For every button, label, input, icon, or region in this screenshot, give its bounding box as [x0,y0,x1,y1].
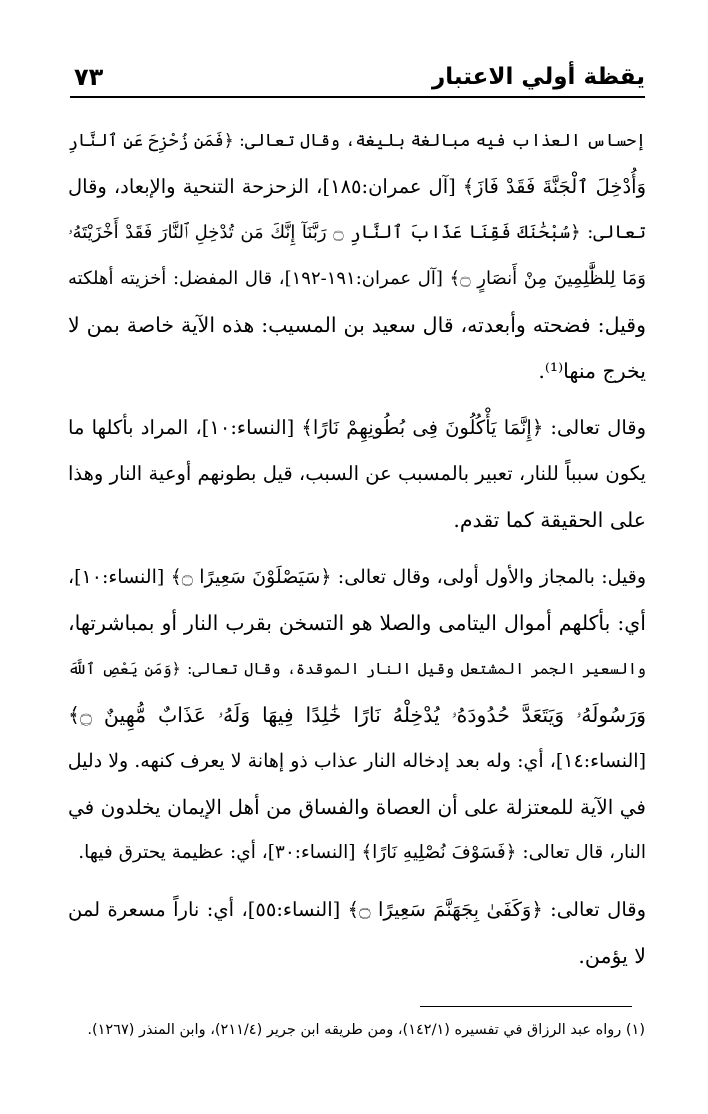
page-header [70,60,645,96]
text-line: يخرج منها⁽¹⁾. [538,359,646,383]
text-line: في الآية للمعتزلة على أن العصاة والفساق من أهل الإيمان يخلدون في [68,795,646,819]
text-line: على الحقيقة كما تقدم. [453,508,646,532]
text-line: وَأُدْخِلَ ٱلْجَنَّةَ فَقَدْ فَازَ﴾ [آل عمران:١٨٥]، الزحزحة التنحية والإبعاد، وقال [68,175,646,198]
text-line: [النساء:١٤]، أي: وله بعد إدخاله النار عذاب ذو إهانة لا يعرف كنهه. ولا دليل [68,750,646,772]
text-line: لا يؤمن. [578,944,646,968]
running-title: يقظة أولي الاعتبار [431,64,645,90]
text-line: وقال تعالى: ﴿إِنَّمَا يَأْكُلُونَ فِى بُطُونِهِمْ نَارًا﴾ [النساء:١٠]، المراد بأكلها ما [68,416,646,439]
text-line: والسعير الجمر المشتعل وقيل النار الموقدة، وقال تعالى: ﴿وَمَن يَعْصِ ٱللَّهَ [68,660,646,678]
header-rule [70,96,645,98]
text-line: أي: بأكلهم أموال اليتامى والصلا هو التسخن بقرب النار أو بمباشرتها، [68,611,646,635]
paragraph-4 [68,887,646,979]
text-line: وقيل: بالمجاز والأول أولى، وقال تعالى: ﴿سَيَصْلَوْنَ سَعِيرًا ۝﴾ [النساء:١٠]، [68,566,646,588]
main-text [68,118,646,990]
text-line: وقال تعالى: ﴿وَكَفَىٰ بِجَهَنَّمَ سَعِيرًا ۝﴾ [النساء:٥٥]، أي: ناراً مسعرة لمن [68,898,646,921]
footnote: (١) رواه عبد الرزاق في تفسيره (١٤٢/١)، ومن طريقه ابن جرير (٢١١/٤)، وابن المنذر (١٢٦٧). [87,1022,645,1038]
paragraph-2 [68,405,646,543]
text-line: النار، قال تعالى: ﴿فَسَوْفَ نُصْلِيهِ نَارًا﴾ [النساء:٣٠]، أي: عظيمة يحترق فيها. [78,842,646,863]
footnote-rule [420,1006,632,1007]
paragraph-1 [68,118,646,394]
text-line: وقيل: فضحته وأبعدته، قال سعيد بن المسيب: هذه الآية خاصة بمن لا [68,313,646,337]
page-number: ٧٣ [74,63,104,91]
text-line: تعالى: ﴿سُبْحَٰنَكَ فَقِنَا عَذَابَ ٱلنَّارِ ۝ رَبَّنَآ إِنَّكَ مَن تُدْخِلِ ٱلنَّارَ فَقَدْ أَخْزَيْتَهُۥ [68,222,646,243]
text-line: وَرَسُولَهُۥ وَيَتَعَدَّ حُدُودَهُۥ يُدْخِلْهُ نَارًا خَٰلِدًا فِيهَا وَلَهُۥ عَذَابٌ مُّهِينٌ ۝﴾ [68,703,646,727]
text-line: إحساس العذاب فيه مبالغة بليغة، وقال تعالى: ﴿فَمَن زُحْزِحَ عَنِ ٱلنَّارِ [68,131,646,151]
text-line: وَمَا لِلظَّٰلِمِينَ مِنْ أَنصَارٍ ۝﴾ [آل عمران:١٩١-١٩٢]، قال المفضل: أخزيته أهلكته [68,268,646,289]
paragraph-3 [68,554,646,876]
text-line: يكون سبباً للنار، تعبير بالمسبب عن السبب، قيل بطونهم أوعية النار وهذا [68,462,646,485]
